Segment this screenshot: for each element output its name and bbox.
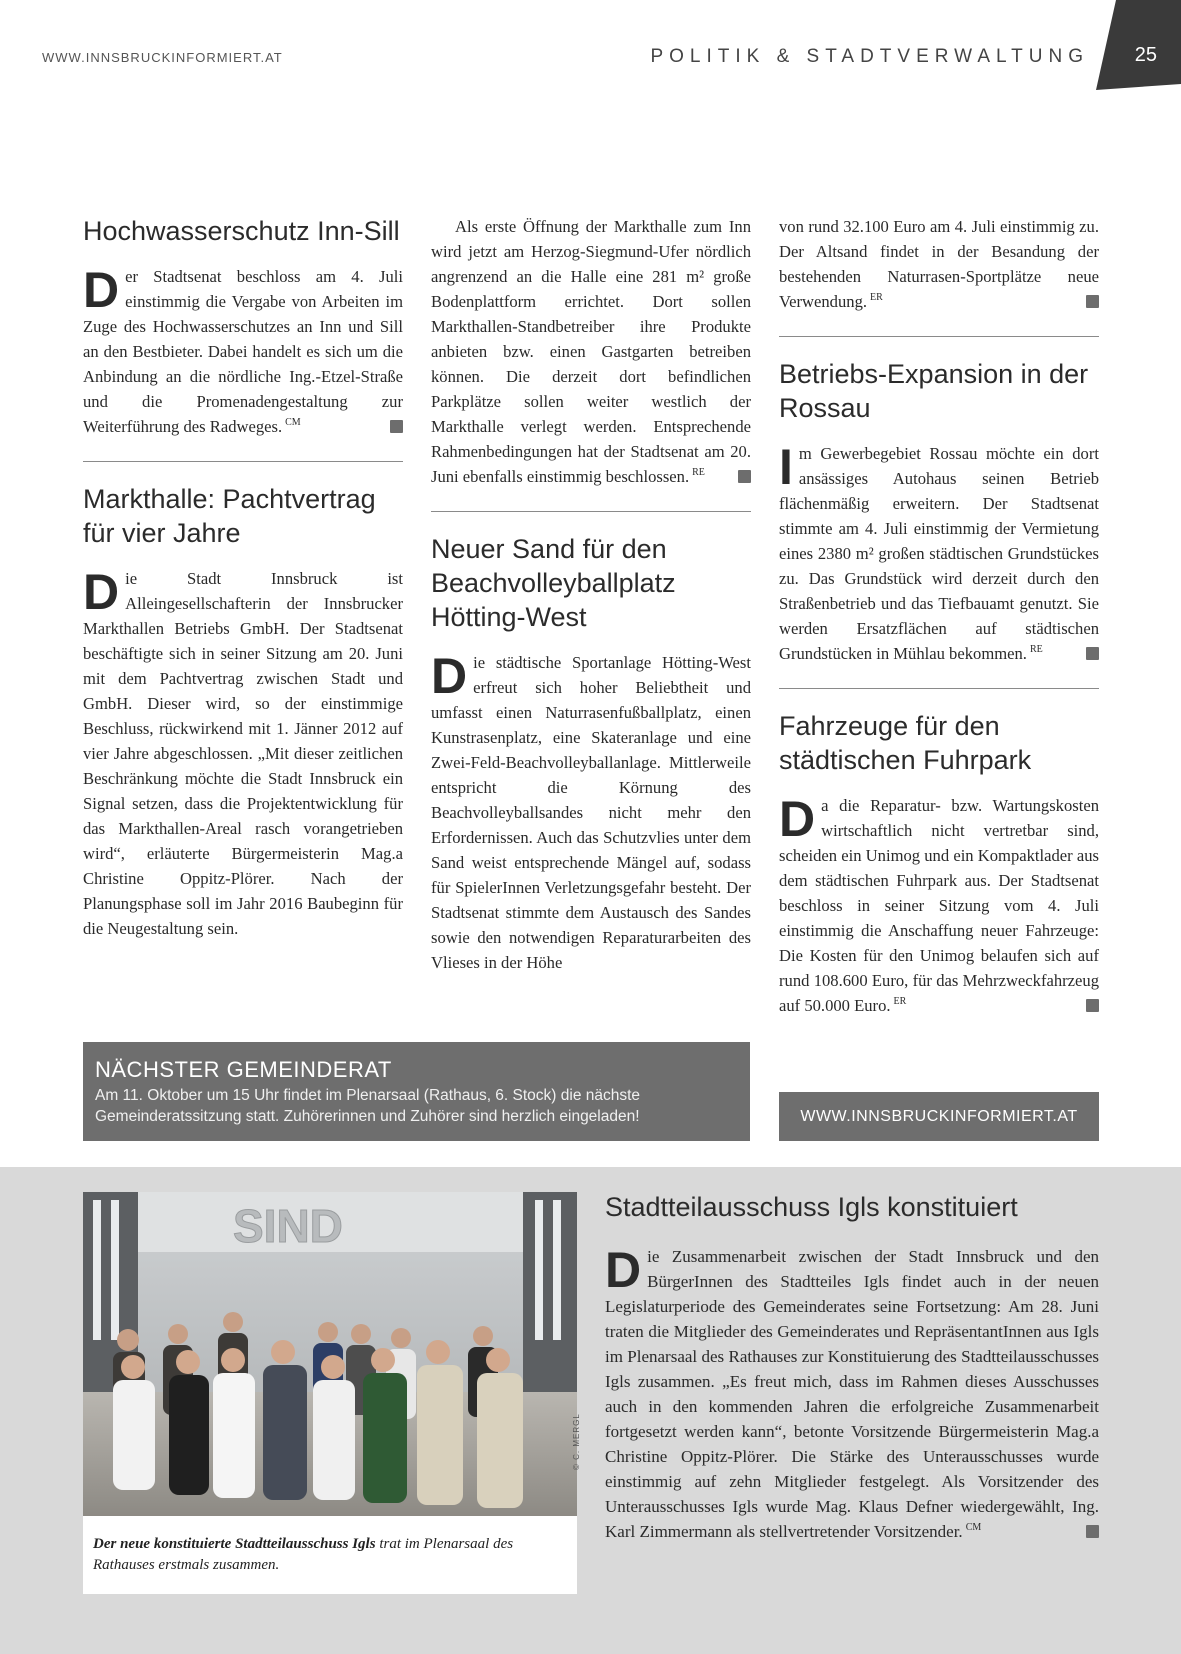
article-continuation-markthalle: Als erste Öffnung der Markthalle zum Inn wird jetzt am Herzog-Siegmund-Ufer nördlich angrenzend an die Halle eine 281 m² große Bodenplattform errichtet. Dort sollen Markthallen-Standbetreiber ihre Produkte anbieten bzw. einen Gastgarten betreiben können. Die derzeit dort befindlichen Parkplätze sollen weiter westlich der Markthalle verlegt werden. Entsprechende Rahmenbedingungen hat der Stadtsenat am 20. Juni ebenfalls einstimmig beschlossen. $^{RE}$ xyxy=(431,217,751,486)
divider xyxy=(83,461,403,462)
announcement-text: Am 11. Oktober um 15 Uhr findet im Plenarsaal (Rathaus, 6. Stock) die nächste Gemeinderatssitzung statt. Zuhörerinnen und Zuhörer sind herzlich eingeladen! xyxy=(95,1087,641,1125)
article-body-rossau: Im Gewerbegebiet Rossau möchte ein dort ansässiges Autohaus seinen Betrieb flächenmäßig erweitern. Der Stadtsenat stimmte am 4. Juli einstimmig der Vermietung eines 2380 m² großen städtischen Grundstückes zu. Das Grundstück wird derzeit durch den Straßenbetrieb und das Tiefbauamt genutzt. Sie werden Ersatzflächen auf städtischen Grundstücken in Mühlau bekommen. $^{RE}$ xyxy=(779,439,1099,663)
end-mark-icon xyxy=(1086,1525,1099,1538)
dropcap: D xyxy=(83,262,120,318)
end-mark-icon xyxy=(1086,295,1099,308)
article-body-beachvolley: Die städtische Sportanlage Hötting-West erfreut sich hoher Beliebtheit und umfasst einen Naturrasenfußballplatz, einen Kunstrasenplatz, eine Skateranlage und eine Zwei-Feld-Beachvolleyballanlage. Mittlerweile entspricht die Körnung des Beachvolleyballsandes nicht mehr den Erfordernissen. Auch das Schutzvlies unter dem Sand weist entsprechende Mängel auf, sodass für SpielerInnen Verletzungsgefahr besteht. Der Stadtsenat stimmte dem Austausch des Sandes sowie den notwendigen Reparaturarbeiten des Vlieses in der Höhe xyxy=(431,648,751,972)
article-title-hochwasser: Hochwasserschutz Inn-Sill xyxy=(83,216,400,246)
article-title-rossau: Betriebs-Expansion in der Rossau xyxy=(779,359,1089,423)
wall-lettering: SIND xyxy=(233,1200,343,1252)
dropcap: D xyxy=(431,648,468,704)
article-title-igls: Stadtteilausschuss Igls konstituiert xyxy=(605,1192,1018,1222)
announcement-title: NÄCHSTER GEMEINDERAT xyxy=(95,1057,392,1082)
article-title-fuhrpark: Fahrzeuge für den städtischen Fuhrpark xyxy=(779,711,1032,775)
end-mark-icon xyxy=(1086,647,1099,660)
divider xyxy=(431,511,751,512)
end-mark-icon xyxy=(1086,999,1099,1012)
photo-caption: Der neue konstituierte Stadtteilausschuss Igls trat im Plenarsaal des Rathauses erstmals zusammen. xyxy=(93,1536,514,1573)
article-title-markthalle: Markthalle: Pachtvertrag für vier Jahre xyxy=(83,484,376,548)
dropcap: D xyxy=(605,1242,642,1298)
column-2 xyxy=(431,214,751,975)
article-body-igls: Die Zusammenarbeit zwischen der Stadt Innsbruck und den BürgerInnen des Stadtteiles Igls findet auch in der neuen Legislaturperiode des Gemeinderates seine Fortsetzung: Am 28. Juni traten die Mitglieder des Gemeinderates und RepräsentantInnen aus Igls im Plenarsaal des Rathauses zur Konstituierung des Stadtteilausschusses Igls zusammen. „Es freut mich, dass im Rahmen dieses Ausschusses auch in den kommenden Jahren die erfolgreiche Zusammenarbeit fortgesetzt werden kann“, betonte Vorsitzende Bürgermeisterin Mag.a Christine Oppitz-Plörer. Die Stärke des Unterausschusses wurde einstimmig auf zehn Mitglieder festgelegt. Als Vorsitzender des Unterausschusses Igls wurde Mag. Klaus Defner wiedergewählt, Ing. Karl Zimmermann als stellvertretender Vorsitzender. $^{CM}$ xyxy=(605,1242,1099,1541)
dropcap: D xyxy=(83,564,120,620)
website-link-box[interactable]: WWW.INNSBRUCKINFORMIERT.AT xyxy=(779,1092,1099,1141)
author-initials: ER xyxy=(870,292,883,304)
article-title-beachvolley: Neuer Sand für den Beachvolleyballplatz Hötting-West xyxy=(431,534,676,632)
article-body-hochwasser: Der Stadtsenat beschloss am 4. Juli einstimmig die Vergabe von Arbeiten im Zuge des Hochwasserschutzes an Inn und Sill an den Bestbieter. Dabei handelt es sich um die Anbindung an die nördliche Ing.-Etzel-Straße und die Promenadengestaltung zur Weiterführung des Radweges. $^{CM}$ xyxy=(83,262,403,436)
column-3 xyxy=(779,214,1099,1018)
article-body-fuhrpark: Da die Reparatur- bzw. Wartungskosten wirtschaftlich nicht vertretbar sind, scheiden ein Unimog und ein Kompaktlader aus dem städtischen Fuhrpark aus. Der Stadtsenat beschloss in seiner Sitzung vom 4. Juli einstimmig die Anschaffung neuer Fahrzeuge: Die Kosten für den Unimog belaufen sich auf rund 108.600 Euro, für das Mehrzweckfahrzeug auf 50.000 Euro. $^{ER}$ xyxy=(779,791,1099,1015)
author-initials: ER xyxy=(893,996,907,1008)
author-initials: RE xyxy=(692,467,705,479)
author-initials: RE xyxy=(1029,644,1043,656)
photo-card xyxy=(83,1192,577,1594)
announcement-box xyxy=(83,1042,750,1141)
photo-credit: © C. MERGL xyxy=(572,1413,581,1470)
group-photo xyxy=(83,1192,577,1516)
article-igls xyxy=(605,1190,1099,1544)
divider xyxy=(779,336,1099,337)
article-body-markthalle: Die Stadt Innsbruck ist Alleingesellschafterin der Innsbrucker Markthallen Betriebs GmbH. Der Stadtsenat beschäftigte sich in seiner Sitzung am 20. Juni mit dem Pachtvertrag zwischen Stadt und GmbH. Dieser wird, so der einstimmige Beschluss, rückwirkend mit 1. Jänner 2012 auf vier Jahre abgeschlossen. „Mit dieser zeitlichen Beschränkung möchte die Stadt Innsbruck ein Signal setzen, dass die Projektentwicklung für das Markthallen-Areal rasch vorangetrieben wird“, erläuterte Bürgermeisterin Mag.a Christine Oppitz-Plörer. Nach der Planungsphase soll im Jahr 2016 Baubeginn für die Neugestaltung sein. xyxy=(83,564,403,938)
end-mark-icon xyxy=(390,420,403,433)
author-initials: CM xyxy=(285,417,301,429)
site-url[interactable]: WWW.INNSBRUCKINFORMIERT.AT xyxy=(42,50,283,65)
page-number: 25 xyxy=(1134,44,1157,66)
article-continuation-beachvolley: von rund 32.100 Euro am 4. Juli einstimmig zu. Der Altsand findet in der Besandung der bestehenden Naturrasen-Sportplätze neue Verwendung. $^{ER}$ xyxy=(779,217,1099,311)
dropcap: D xyxy=(779,791,816,847)
column-1 xyxy=(83,214,403,941)
divider xyxy=(779,688,1099,689)
end-mark-icon xyxy=(738,470,751,483)
author-initials: CM xyxy=(965,1522,982,1534)
section-title: POLITIK & STADTVERWALTUNG xyxy=(650,46,1089,67)
dropcap: I xyxy=(779,439,793,495)
